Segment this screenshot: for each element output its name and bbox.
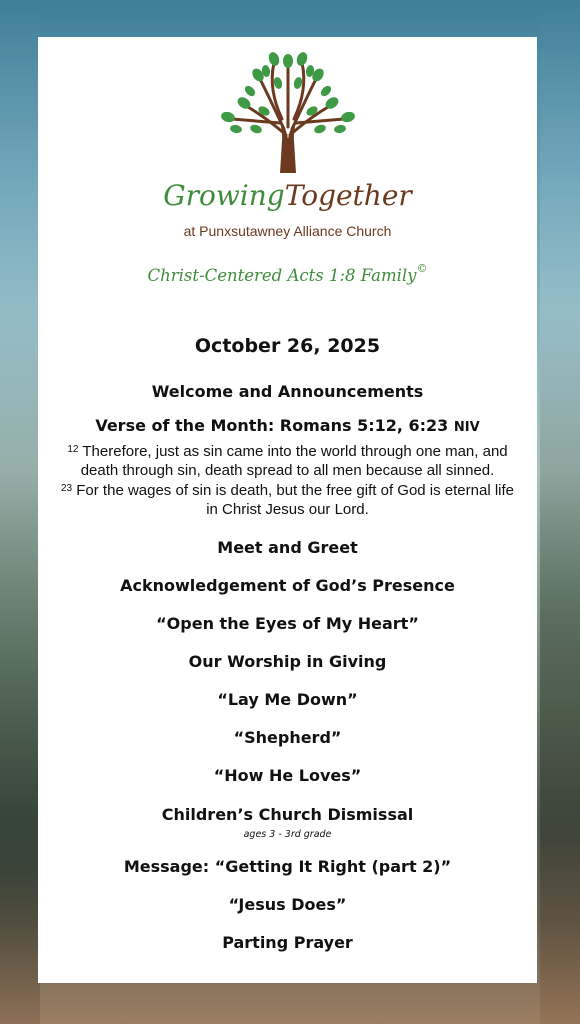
brand-title: [38, 179, 537, 213]
verse-version: NIV: [453, 420, 480, 435]
brand-motto-text: Christ-Centered Acts 1:8 Family: [147, 266, 417, 285]
item-song-open-eyes: “Open the Eyes of My Heart”: [156, 614, 419, 633]
verse-line: [54, 441, 521, 480]
verse-number: 12: [67, 444, 79, 455]
item-song-how-he-loves: “How He Loves”: [213, 766, 362, 785]
verse-heading: [38, 416, 537, 438]
bulletin-card: [38, 37, 537, 983]
background-left: [0, 0, 40, 1024]
childrens-age-note: ages 3 - 3rd grade: [243, 829, 332, 840]
background-right: [540, 0, 580, 1024]
verse-line: [54, 480, 521, 519]
brand-title-growing: Growing: [163, 179, 285, 212]
item-childrens-church: Children’s Church Dismissal: [161, 805, 414, 824]
item-message: Message: “Getting It Right (part 2)”: [123, 857, 452, 876]
service-date: October 26, 2025: [194, 335, 381, 357]
verse-number: 23: [60, 483, 73, 494]
verse-line-text: For the wages of sin is death, but the free gift of God is eternal life in Christ Jesus our Lord.: [76, 482, 515, 518]
item-acknowledgement: Acknowledgement of God’s Presence: [120, 576, 455, 595]
verse-text: [54, 441, 521, 519]
item-song-jesus-does: “Jesus Does”: [228, 895, 347, 914]
item-welcome: Welcome and Announcements: [151, 382, 424, 401]
tree-icon: [38, 49, 537, 174]
brand-subtitle: at Punxsutawney Alliance Church: [183, 223, 392, 239]
verse-line-text: Therefore, just as sin came into the world through one man, and death through sin, death spread to all men because all sinned.: [80, 443, 508, 479]
item-song-lay-me-down: “Lay Me Down”: [217, 690, 358, 709]
item-song-shepherd: “Shepherd”: [233, 728, 342, 747]
item-giving: Our Worship in Giving: [188, 652, 387, 671]
verse-title: Verse of the Month: Romans 5:12, 6:23: [95, 416, 449, 435]
brand-title-together: Together: [284, 179, 412, 212]
item-meet: Meet and Greet: [217, 538, 358, 557]
brand-motto: [38, 262, 537, 285]
copyright-mark: ©: [416, 262, 428, 275]
item-parting-prayer: Parting Prayer: [222, 933, 353, 952]
